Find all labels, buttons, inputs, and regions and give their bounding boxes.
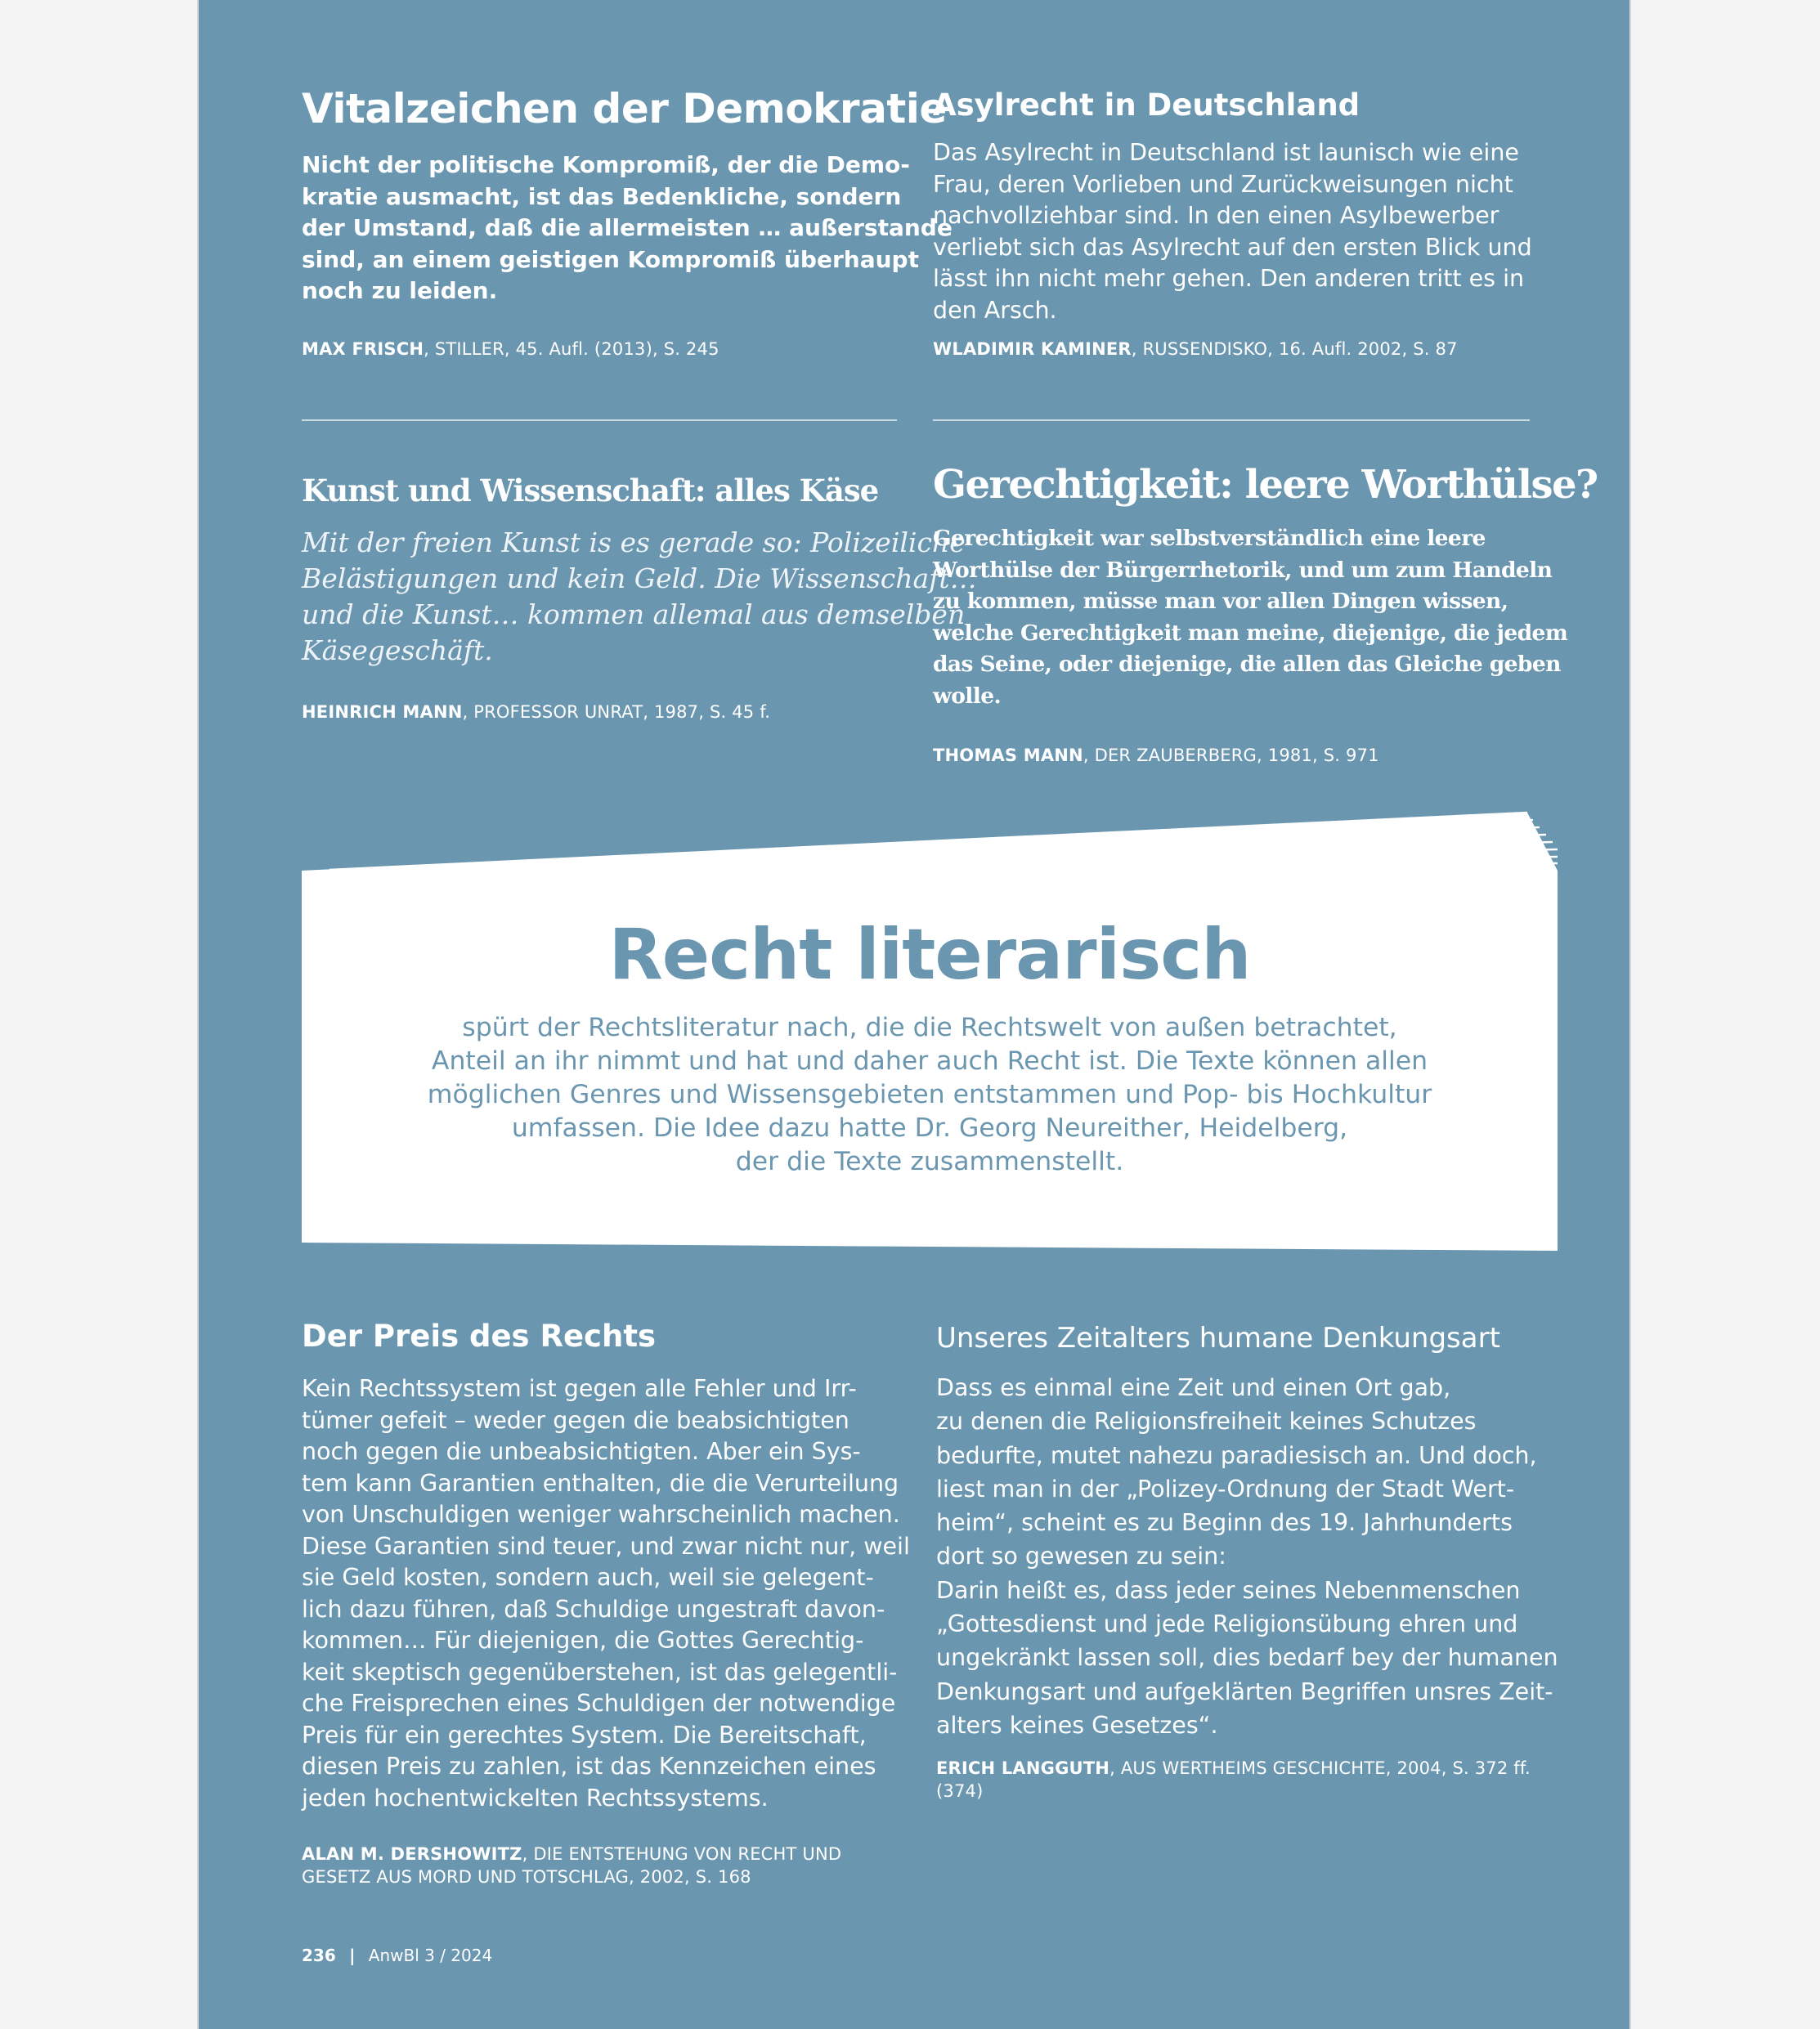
quote-text-4: Gerechtigkeit war selbstverständlich eine leere Worthülse der Bürgerrhetorik, und um zum Handeln zu kommen, müsse man vor allen Dingen wissen, welche Gerechtigkeit man meine, diejenige, die jedem das Seine, oder diejenige, die allen das Gleiche geben wolle. — [933, 526, 1568, 709]
quote-source-3: HEINRICH MANN, PROFESSOR UNRAT, 1987, S. 45 f. — [302, 702, 771, 722]
quote-text-5: Kein Rechtssystem ist gegen alle Fehler und Irr- tümer gefeit – weder gegen die beabsichtigten noch gegen die unbeabsichtigten. Aber ein Sys- tem kann Garantien enthalten, die die Verurteilung von Unschuldigen weniger wahrscheinlich machen. Diese Garantien sind teuer, und zwar nicht nur, weil sie Geld kosten, sondern auch, weil sie gelegent- lich dazu führen, daß Schuldige ungestraft davon- kommen… Für diejenigen, die Gottes Gerechtig- keit skeptisch gegenüberstehen, ist das gelegentli- che Freisprechen eines Schuldigen der notwendige Preis für ein gerechtes System. Die Bereitschaft, diesen Preis zu zahlen, ist das Kennzeichen eines jeden hochentwickelten Rechtssystems. — [302, 1375, 910, 1812]
quote-title-3: Kunst und Wissenschaft: alles Käse — [302, 473, 879, 508]
quote-text-2: Das Asylrecht in Deutschland ist launisch wie eine Frau, deren Vorlieben und Zurückweisungen nicht nachvollziehbar sind. In den einen Asylbewerber verliebt sich das Asylrecht auf den ersten Blick und lässt ihn nicht mehr gehen. Den anderen tritt es in den Arsch. — [933, 139, 1532, 324]
quote-source-5: ALAN M. DERSHOWITZ, DIE ENTSTEHUNG VON RECHT UND GESETZ AUS MORD UND TOTSCHLAG, 2002, S. 168 — [302, 1844, 842, 1887]
book-pages-decoration — [199, 0, 1631, 899]
quote-title-6: Unseres Zeitalters humane Denkungsart — [936, 1322, 1500, 1355]
page-footer — [302, 1946, 492, 1965]
quote-title-1: Vitalzeichen der Demokratie — [302, 85, 947, 132]
feature-description: spürt der Rechtsliteratur nach, die die Rechtswelt von außen betrachtet, Anteil an ihr nimmt und hat und daher auch Recht ist. Die Texte können allen möglichen Genres und Wissensgebieten entstammen und Pop- bis Hochkultur umfassen. Die Idee dazu hatte Dr. Georg Neureither, Heidelberg, der die Texte zusammenstellt. — [427, 1013, 1432, 1176]
quote-title-2: Asylrecht in Deutschland — [933, 87, 1361, 123]
quote-text-3: Mit der freien Kunst is es gerade so: Polizeiliche Belästigungen und kein Geld. Die Wissenschaft… und die Kunst… kommen allemal aus demselben Käsegeschäft. — [302, 526, 977, 666]
quote-source-2: WLADIMIR KAMINER, RUSSENDISKO, 16. Aufl. 2002, S. 87 — [933, 339, 1458, 359]
journal-issue: AnwBl 3 / 2024 — [368, 1946, 493, 1965]
quote-source-1: MAX FRISCH, STILLER, 45. Aufl. (2013), S. 245 — [302, 339, 719, 359]
magazine-page — [197, 0, 1631, 2029]
quote-text-6: Dass es einmal eine Zeit und einen Ort gab, zu denen die Religionsfreiheit keines Schutzes bedurfte, mutet nahezu paradiesisch an. Und doch, liest man in der „Polizey-Ordnung der Stadt Wert- heim“, scheint es zu Beginn des 19. Jahrhunderts dort so gewesen zu sein: Darin heißt es, dass jeder seines Nebenmenschen „Gottesdienst und jede Religionsübung ehren und ungekränkt lassen soll, dies bedarf bey der humanen Denkungsart und aufgeklärten Begriffen unsres Zeit- alters keines Gesetzes“. — [936, 1374, 1558, 1739]
page-number: 236 — [302, 1946, 336, 1965]
quote-text-1: Nicht der politische Kompromiß, der die Demo- kratie ausmacht, ist das Bedenkliche, sondern der Umstand, daß die allermeisten … außerstande sind, an einem geistigen Kompromiß überhaupt noch zu leiden. — [302, 151, 953, 304]
footer-separator: | — [349, 1946, 356, 1965]
quote-source-6: ERICH LANGGUTH, AUS WERTHEIMS GESCHICHTE, 2004, S. 372 ff. (374) — [936, 1758, 1531, 1801]
quote-title-4: Gerechtigkeit: leere Worthülse? — [933, 462, 1598, 508]
quote-source-4: THOMAS MANN, DER ZAUBERBERG, 1981, S. 971 — [933, 746, 1379, 765]
feature-title: Recht literarisch — [608, 914, 1251, 996]
quote-title-5: Der Preis des Rechts — [302, 1319, 657, 1354]
